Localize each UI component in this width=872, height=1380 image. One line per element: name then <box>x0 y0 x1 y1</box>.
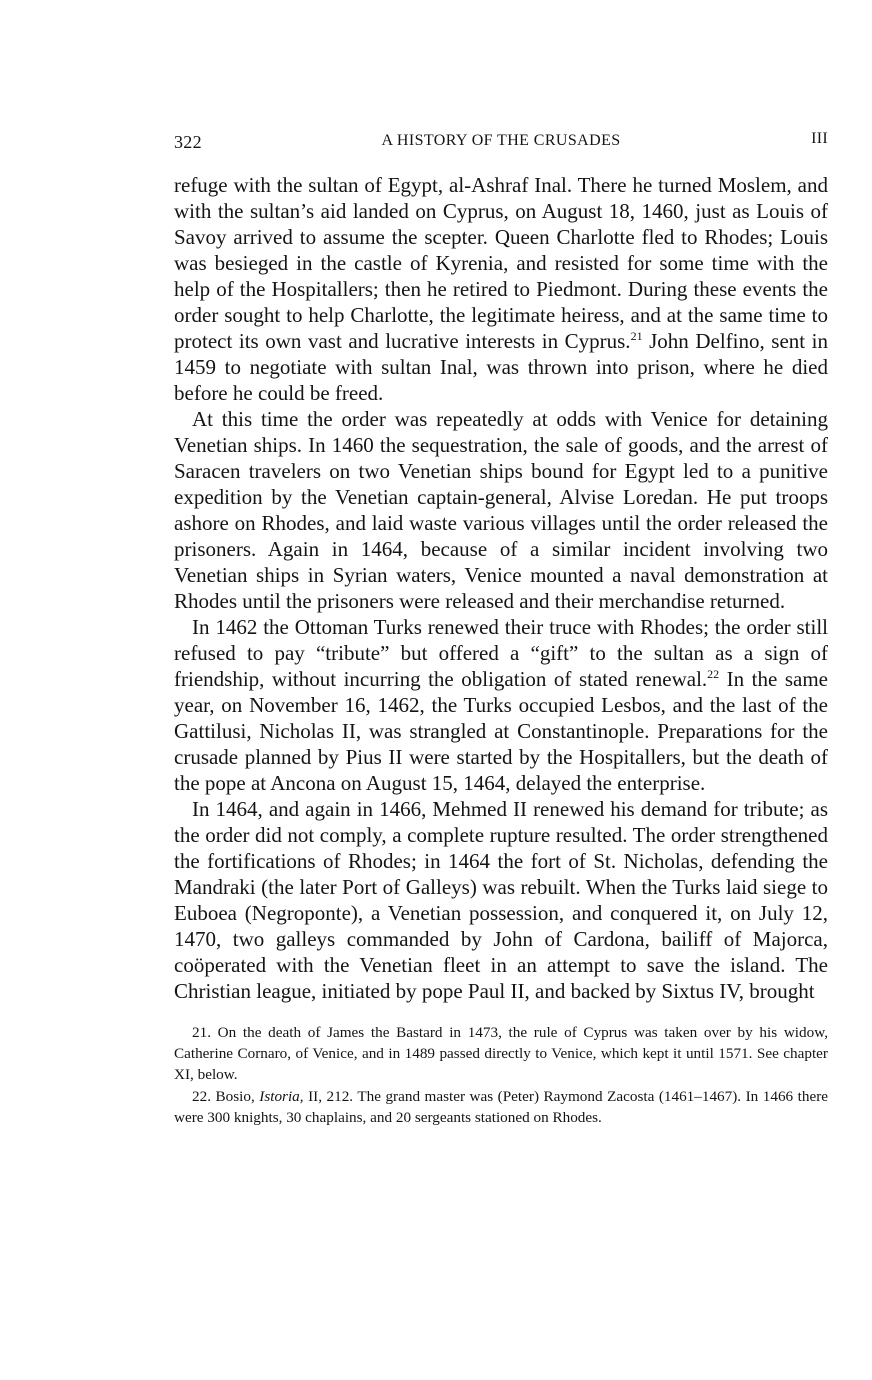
footnote-21: 21. On the death of James the Bastard in 1473, the rule of Cyprus was taken over by his widow, Catherine Cornaro, of Venice, and in 1489 passed directly to Venice, which kept it until 1571. See chapter XI, below. <box>174 1024 828 1083</box>
book-page <box>174 128 828 1128</box>
volume-number: III <box>811 130 828 147</box>
paragraph-4: In 1464, and again in 1466, Mehmed II renewed his demand for tribute; as the order did not comply, a complete rupture resulted. The order strengthened the fortifications of Rhodes; in 1464 the fort of St. Nicholas, defending the Mandraki (the later Port of Galleys) was rebuilt. When the Turks laid siege to Euboea (Negroponte), a Venetian possession, and conquered it, on July 12, 1470, two galleys commanded by John of Cardona, bailiff of Majorca, coöperated with the Venetian fleet in an attempt to save the island. The Christian league, initiated by pope Paul II, and backed by Sixtus IV, brought <box>174 797 828 1003</box>
footnote-ref-22: 22 <box>707 667 720 681</box>
paragraph-1: refuge with the sultan of Egypt, al-Ashraf Inal. There he turned Moslem, and with the sultan’s aid landed on Cyprus, on August 18, 1460, just as Louis of Savoy arrived to assume the scepter. Queen Charlotte fled to Rhodes; Louis was besieged in the castle of Kyrenia, and resisted for some time with the help of the Hospitallers; then he retired to Piedmont. During these events the order sought to help Charlotte, the legitimate heiress, and at the same time to protect its own vast and lucrative interests in Cyprus.$^{21}$ John Delfino, sent in 1459 to negotiate with sultan Inal, was thrown into prison, where he died before he could be freed. <box>174 173 828 405</box>
paragraph-3: In 1462 the Ottoman Turks renewed their truce with Rhodes; the order still refused to pay “tribute” but offered a “gift” to the sultan as a sign of friendship, without incurring the obligation of stated renewal.$^{22}$ In the same year, on November 16, 1462, the Turks occupied Lesbos, and the last of the Gattilusi, Nicholas II, was strangled at Constantinople. Preparations for the crusade planned by Pius II were started by the Hospitallers, but the death of the pope at Ancona on August 15, 1464, delayed the enterprise. <box>174 615 828 795</box>
paragraph-2: At this time the order was repeatedly at odds with Venice for detaining Venetian ships. In 1460 the sequestration, the sale of goods, and the arrest of Saracen travelers on two Venetian ships bound for Egypt led to a punitive expedition by the Venetian captain-general, Alvise Loredan. He put troops ashore on Rhodes, and laid waste various villages until the order released the prisoners. Again in 1464, because of a similar incident involving two Venetian ships in Syrian waters, Venice mounted a naval demonstration at Rhodes until the prisoners were released and their merchandise returned. <box>174 407 828 613</box>
footnote-22: 22. Bosio, Istoria, II, 212. The grand master was (Peter) Raymond Zacosta (1461–1467). In 1466 there were 300 knights, 30 chaplains, and 20 sergeants stationed on Rhodes. <box>174 1088 829 1126</box>
running-header <box>174 128 828 158</box>
page-number: 322 <box>174 132 202 152</box>
footnotes <box>174 1022 828 1128</box>
footnote-ref-21: 21 <box>630 329 643 343</box>
running-title: A HISTORY OF THE CRUSADES <box>381 132 621 149</box>
footnote-italic-title: Istoria, <box>259 1088 304 1105</box>
body-text <box>174 172 828 1004</box>
